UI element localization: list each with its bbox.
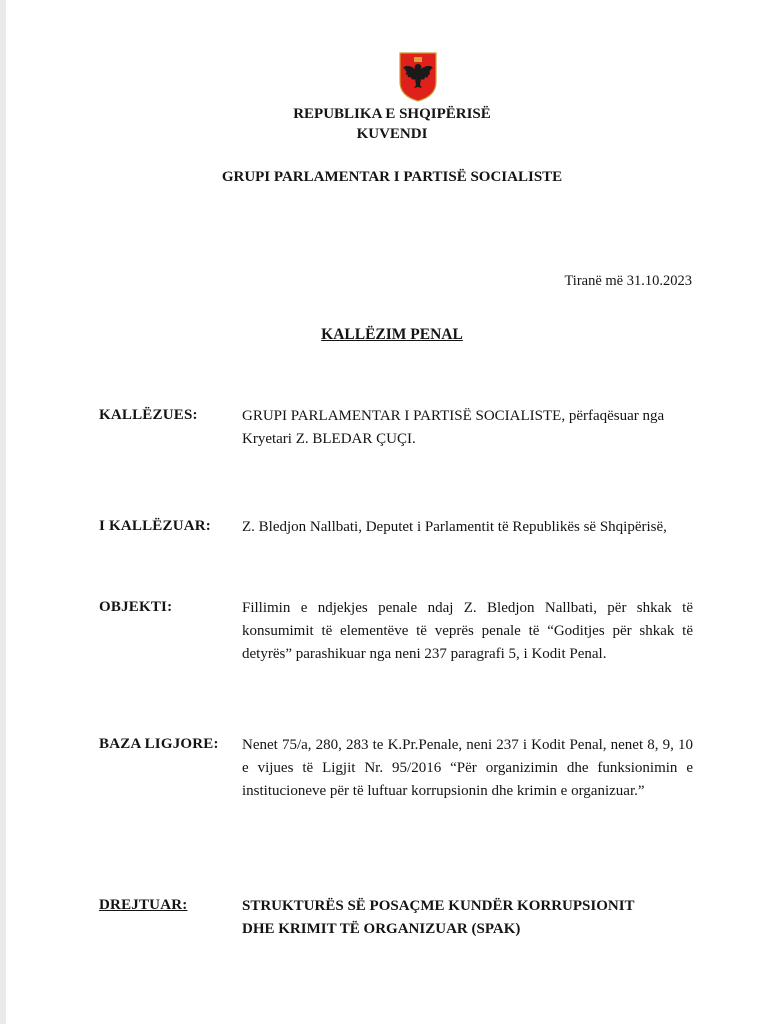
objekti-text: Fillimin e ndjekjes penale ndaj Z. Bledjon Nallbati, për shkak të konsumimit të elementëve të veprës penale të “Goditjes për shkak të detyrës” parashikuar nga neni 237 paragrafi 5, i Kodit Penal. <box>242 600 693 662</box>
kallezuar-label: I KALLËZUAR: <box>99 518 211 534</box>
kallezues-text <box>242 405 693 451</box>
kallezuar-text: Z. Bledjon Nallbati, Deputet i Parlamentit të Republikës së Shqipërisë, <box>242 519 667 535</box>
drejtuar-label: DREJTUAR: <box>99 897 188 913</box>
drejtuar-line-1: STRUKTURËS SË POSAÇME KUNDËR KORRUPSIONIT <box>242 898 635 914</box>
republic-heading: REPUBLIKA E SHQIPËRISË <box>293 106 491 122</box>
document-title <box>0 326 784 344</box>
page-edge <box>0 0 6 1024</box>
kallezues-line-1: GRUPI PARLAMENTAR I PARTISË SOCIALISTE, përfaqësuar nga <box>242 408 665 424</box>
assembly-heading: KUVENDI <box>356 126 428 142</box>
parliamentary-group-heading: GRUPI PARLAMENTAR I PARTISË SOCIALISTE <box>221 169 563 185</box>
albanian-eagle-emblem-icon <box>399 52 437 102</box>
baza-ligjore-text: Nenet 75/a, 280, 283 te K.Pr.Penale, neni 237 i Kodit Penal, nenet 8, 9, 10 e vijues të Ligjit Nr. 95/2016 “Për organizimin dhe funksionimin e institucioneve për të luftuar korrupsionin dhe krimin e organizuar.” <box>242 737 693 799</box>
objekti-label: OBJEKTI: <box>99 599 173 615</box>
kallezues-label: KALLËZUES: <box>99 407 198 423</box>
kallezues-line-2: Kryetari Z. BLEDAR ÇUÇI. <box>242 431 416 447</box>
drejtuar-text <box>242 895 693 941</box>
drejtuar-line-2: DHE KRIMIT TË ORGANIZUAR (SPAK) <box>242 921 521 937</box>
baza-ligjore-label: BAZA LIGJORE: <box>99 736 219 752</box>
document-title-text: KALLËZIM PENAL <box>321 326 463 343</box>
document-date: Tiranë më 31.10.2023 <box>564 273 692 289</box>
